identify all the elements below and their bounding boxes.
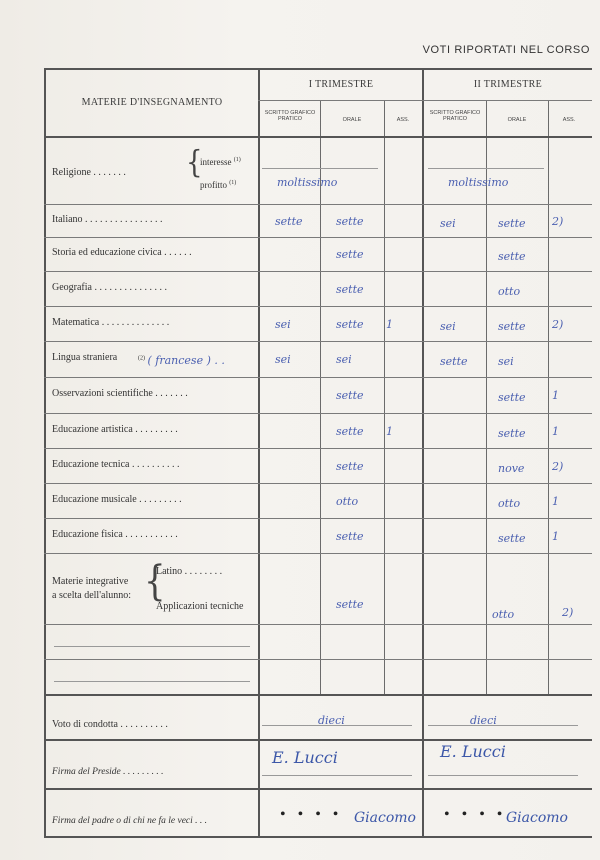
condotta-t1: dieci <box>318 714 345 727</box>
grade-t1o: sette <box>336 248 364 261</box>
grade-t2o: otto <box>498 496 521 510</box>
t1-written-header: SCRITTO GRAFICO PRATICO <box>264 110 316 122</box>
religione-t2: moltissimo <box>448 176 509 189</box>
grade-t1w: sei <box>275 317 291 331</box>
subject-label: Geografia . . . . . . . . . . . . . . . <box>52 281 167 293</box>
subject-column-header: MATERIE D'INSEGNAMENTO <box>81 97 223 108</box>
grade-t2w: sei <box>440 319 456 333</box>
grade-t2a: 2) <box>552 459 564 473</box>
grade-t2a: 1 <box>552 494 559 508</box>
interesse-label: interesse $^{(1)}$ <box>200 157 241 167</box>
preside-signature-t1: E. Lucci <box>272 748 338 767</box>
padre-signature-t2: Giacomo <box>506 810 568 826</box>
grade-t1a: 1 <box>386 317 393 331</box>
integrative-t2-oral: otto <box>492 608 515 621</box>
grade-t1o: sette <box>336 424 364 438</box>
subject-label: Matematica . . . . . . . . . . . . . . <box>52 316 170 328</box>
grade-t1o: sette <box>336 459 364 473</box>
t1-oral-header: ORALE <box>342 117 362 123</box>
grade-t2o: sette <box>498 391 526 404</box>
applicazioni-label: Applicazioni tecniche <box>156 601 244 612</box>
grade-t2o: sette <box>498 319 526 333</box>
grade-t1w: sette <box>275 214 303 228</box>
subject-label: Educazione musicale . . . . . . . . . <box>52 493 182 505</box>
grade-t2o: sei <box>498 355 514 368</box>
grade-t2w: sei <box>440 216 456 230</box>
grade-t2a: 1 <box>552 529 559 543</box>
integrative-label-1: Materie integrative <box>52 576 129 587</box>
subject-label: Educazione tecnica . . . . . . . . . . <box>52 458 180 470</box>
grade-t1o: sette <box>336 317 364 331</box>
grade-t2o: sette <box>498 531 526 545</box>
t2-oral-header: ORALE <box>507 117 527 123</box>
padre-label: Firma del padre o di chi ne fa le veci . . . <box>52 816 208 826</box>
integrative-t2-abs: 2) <box>562 606 574 619</box>
integrative-brace: { <box>144 558 166 606</box>
page-heading: VOTI RIPORTATI NEL CORSO <box>422 44 590 56</box>
preside-signature-t2: E. Lucci <box>440 742 506 761</box>
header-line <box>258 100 592 101</box>
grade-t1o: sette <box>336 529 364 543</box>
grade-t1w: sei <box>275 353 291 366</box>
grade-t2a: 2) <box>552 214 564 228</box>
grade-t2o: sette <box>498 216 526 230</box>
grade-t1a: 1 <box>386 424 393 438</box>
grade-t1o: sette <box>336 214 364 228</box>
divider-t2-abs <box>548 100 549 694</box>
religione-brace: { <box>186 145 203 181</box>
divider-subject <box>258 68 260 838</box>
condotta-label: Voto di condotta . . . . . . . . . . <box>52 719 168 730</box>
padre-dots-t2: • • • • <box>444 806 507 823</box>
term2-header: II TRIMESTRE <box>473 79 543 90</box>
subject-label: Lingua straniera <box>52 352 118 363</box>
subject-label: Educazione artistica . . . . . . . . . <box>52 423 178 435</box>
grade-t1o: sei <box>336 353 352 366</box>
subject-label: Educazione fisica . . . . . . . . . . . <box>52 528 178 540</box>
divider-t1-oral <box>320 100 321 694</box>
integrative-label-2: a scelta dell'alunno: <box>52 590 131 601</box>
padre-dots-t1: • • • • <box>280 806 343 823</box>
integrative-t1-oral: sette <box>336 598 364 611</box>
grade-t2o: sette <box>498 426 526 440</box>
divider-t2-oral <box>486 100 487 694</box>
subject-label: Italiano . . . . . . . . . . . . . . . . <box>52 213 163 225</box>
lingua-detail: $^{(2)}$ ( francese ) . . <box>138 354 225 367</box>
religione-t1: moltissimo <box>277 176 338 189</box>
condotta-t2: dieci <box>470 714 497 727</box>
grade-t2a: 1 <box>552 389 559 402</box>
grade-t2o: sette <box>498 250 526 263</box>
latino-label: Latino . . . . . . . . <box>156 566 223 577</box>
profitto-label: profitto $^{(1)}$ <box>200 180 237 190</box>
header-bottom-line <box>44 136 592 138</box>
padre-signature-t1: Giacomo <box>354 810 416 826</box>
t2-abs-header: ASS. <box>562 117 576 123</box>
grade-t1o: sette <box>336 389 364 402</box>
grade-t2w: sette <box>440 355 468 368</box>
grade-t2a: 2) <box>552 317 564 331</box>
subject-label: Storia ed educazione civica . . . . . . <box>52 247 192 258</box>
t1-abs-header: ASS. <box>396 117 410 123</box>
term1-header: I TRIMESTRE <box>308 79 374 90</box>
grade-t2o: otto <box>498 284 521 298</box>
t2-written-header: SCRITTO GRAFICO PRATICO <box>429 110 481 122</box>
subject-label: Osservazioni scientifiche . . . . . . . <box>52 388 188 399</box>
grade-t2o: nove <box>498 461 525 475</box>
religione-label: Religione . . . . . . . <box>52 167 126 178</box>
grade-t1o: sette <box>336 282 364 296</box>
preside-label: Firma del Preside . . . . . . . . . <box>52 767 164 777</box>
grade-t1o: otto <box>336 494 359 508</box>
divider-t1-abs <box>384 100 385 694</box>
divider-term <box>422 68 424 838</box>
grade-t2a: 1 <box>552 424 559 438</box>
